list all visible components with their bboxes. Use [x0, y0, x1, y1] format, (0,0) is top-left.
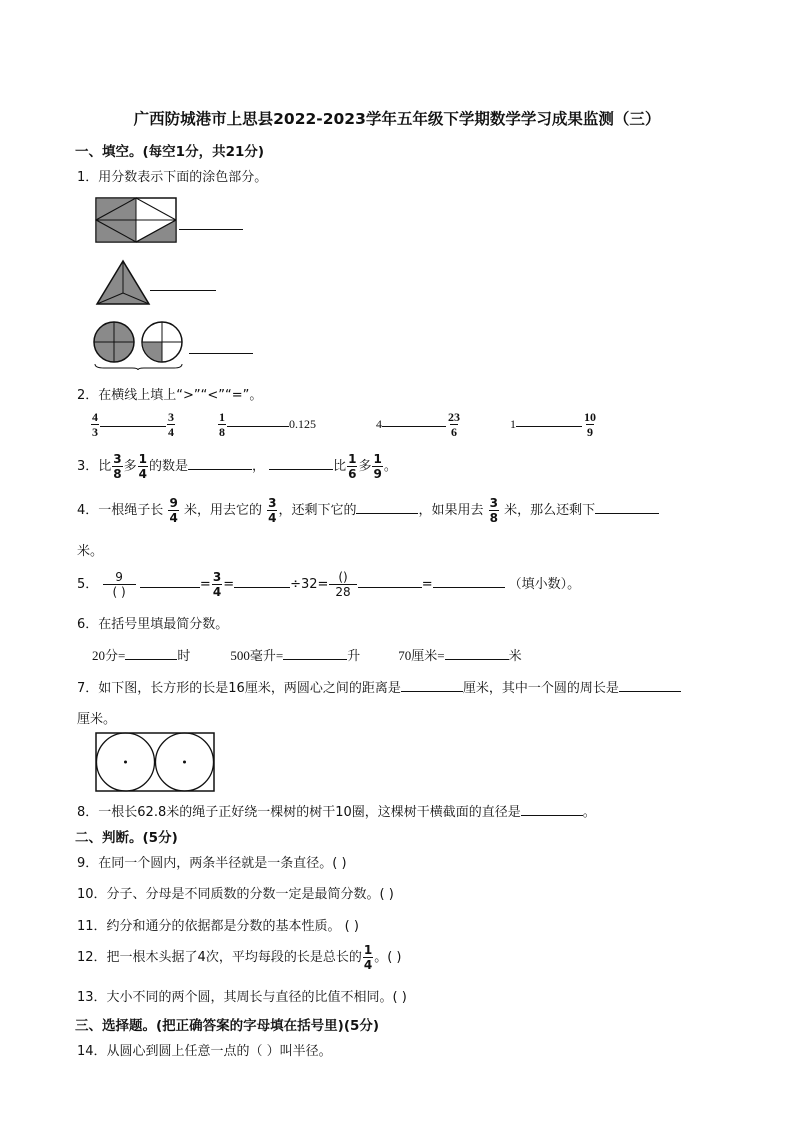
denominator: 9 [373, 467, 382, 481]
unit: 时 [177, 648, 191, 663]
question-9 [77, 852, 347, 871]
shaded-rectangle-figure [95, 197, 177, 243]
denominator: ( ) [103, 584, 136, 599]
question-text: 从圆心到圆上任意一点的（ ）叫半径。 [106, 1044, 332, 1059]
question-number: 12． [77, 950, 107, 965]
question-11 [77, 915, 359, 934]
equals-sign: = [223, 577, 235, 592]
denominator: 4 [168, 425, 174, 439]
numerator: 1 [138, 452, 148, 466]
question-number: 3． [77, 459, 99, 474]
question-number: 1． [77, 170, 99, 185]
text: 多 [123, 459, 137, 474]
numerator: 9 [169, 496, 178, 510]
answer-blank[interactable] [401, 690, 463, 692]
shaded-circles-figure [92, 320, 188, 370]
answer-blank[interactable] [521, 814, 583, 816]
text: 把一根木头据了4次，平均每段的长是总长的 [106, 950, 362, 965]
question-number: 7． [77, 681, 99, 696]
denominator: 4 [212, 585, 222, 599]
numerator: 1 [348, 452, 357, 466]
question-12 [77, 943, 401, 972]
compare-item-1 [90, 410, 176, 439]
denominator: 4 [363, 958, 373, 972]
text: 。 [383, 459, 397, 474]
numerator: 3 [168, 410, 174, 424]
answer-blank[interactable] [516, 425, 582, 427]
numerator: 10 [584, 410, 596, 424]
denominator: 6 [451, 425, 457, 439]
numerator: 3 [212, 570, 222, 584]
denominator: 4 [169, 511, 178, 525]
text: 比 [98, 459, 112, 474]
numerator: 9 [115, 570, 123, 584]
question-text: 在横线上填上“>”“<”“=”。 [98, 388, 263, 403]
answer-blank[interactable] [179, 228, 243, 230]
numerator: 3 [268, 496, 277, 510]
answer-blank[interactable] [358, 586, 422, 588]
question-2 [77, 384, 262, 403]
text: 500毫升= [230, 648, 284, 663]
numerator: 1 [219, 410, 225, 424]
question-4 [77, 496, 659, 525]
question-3 [77, 452, 397, 481]
denominator: 6 [348, 467, 357, 481]
numerator: 1 [373, 452, 382, 466]
numerator: 23 [448, 410, 460, 424]
question-text: 用分数表示下面的涂色部分。 [98, 170, 268, 185]
denominator: 4 [138, 467, 148, 481]
denominator: 3 [92, 425, 98, 439]
answer-blank[interactable] [356, 512, 418, 514]
equals-sign: = [421, 577, 433, 592]
denominator: 28 [329, 584, 356, 599]
answer-blank[interactable] [445, 658, 509, 660]
answer-blank[interactable] [433, 586, 505, 588]
equals-sign: = [199, 577, 211, 592]
numerator: 3 [113, 452, 122, 466]
question-7-continued: 厘米。 [77, 712, 117, 727]
answer-blank[interactable] [619, 690, 681, 692]
text: 。 [582, 805, 596, 820]
unit: 升 [347, 648, 361, 663]
division-text: ÷32= [290, 577, 329, 592]
answer-blank[interactable] [595, 512, 659, 514]
answer-blank[interactable] [140, 586, 200, 588]
question-number: 6． [77, 617, 99, 632]
question-number: 4． [77, 503, 99, 518]
text: 一根长62.8米的绳子正好绕一棵树的树干10圈，这棵树干横截面的直径是 [98, 805, 521, 820]
question-14 [77, 1040, 332, 1059]
denominator: 4 [268, 511, 277, 525]
question-10 [77, 883, 394, 902]
numerator: () [338, 570, 348, 584]
question-13 [77, 986, 407, 1005]
numerator: 4 [92, 410, 98, 424]
question-1 [77, 166, 267, 185]
text: 米，那么还剩下 [504, 503, 596, 518]
compare-value: 4 [376, 417, 382, 431]
answer-blank[interactable] [234, 586, 290, 588]
answer-blank[interactable] [283, 658, 347, 660]
question-6 [77, 613, 228, 632]
shaded-triangle-figure [96, 260, 150, 306]
question-text: 在括号里填最简分数。 [98, 617, 229, 632]
denominator: 9 [587, 425, 593, 439]
unit: 米 [508, 648, 522, 663]
compare-item-3 [376, 410, 462, 439]
answer-blank[interactable] [382, 425, 446, 427]
question-number: 8． [77, 805, 99, 820]
text: （填小数）。 [508, 577, 581, 592]
compare-value: 0.125 [289, 417, 316, 431]
question-8 [77, 801, 596, 820]
answer-blank[interactable] [227, 425, 289, 427]
rectangle-two-circles-figure [95, 732, 215, 792]
question-number: 2． [77, 388, 99, 403]
question-6-items [92, 645, 522, 664]
text: 厘米，其中一个圆的周长是 [462, 681, 619, 696]
denominator: 8 [489, 511, 498, 525]
question-number: 11． [77, 919, 107, 934]
denominator: 8 [113, 467, 122, 481]
text: 。( ) [374, 950, 402, 965]
text: ，如果用去 [418, 503, 484, 518]
compare-item-2 [217, 410, 316, 439]
text: 多 [358, 459, 372, 474]
text: 米，用去它的 [183, 503, 262, 518]
answer-blank[interactable] [189, 352, 253, 354]
numerator: 3 [489, 496, 498, 510]
denominator: 8 [219, 425, 225, 439]
text: ，还剩下它的 [278, 503, 357, 518]
question-number: 14． [77, 1044, 107, 1059]
text: 比 [333, 459, 347, 474]
question-5 [77, 570, 580, 599]
section-2-heading: 二、判断。(5分) [75, 830, 178, 846]
section-1-heading: 一、填空。(每空1分，共21分) [75, 144, 265, 160]
page-title: 广西防城港市上思县2022-2023学年五年级下学期数学学习成果监测（三） [133, 110, 661, 128]
answer-blank[interactable] [125, 658, 177, 660]
answer-blank[interactable] [269, 468, 333, 470]
compare-value: 1 [510, 417, 516, 431]
question-number: 9． [77, 856, 99, 871]
question-text: 分子、分母是不同质数的分数一定是最简分数。( ) [106, 887, 394, 902]
numerator: 1 [363, 943, 373, 957]
text: 一根绳子长 [98, 503, 164, 518]
answer-blank[interactable] [150, 289, 216, 291]
text: ， [252, 459, 266, 474]
section-3-heading: 三、选择题。(把正确答案的字母填在括号里)(5分) [75, 1018, 380, 1034]
text: 20分= [92, 648, 126, 663]
question-number: 5． [77, 577, 99, 592]
answer-blank[interactable] [100, 425, 166, 427]
question-text: 约分和通分的依据都是分数的基本性质。 ( ) [106, 919, 359, 934]
question-number: 13． [77, 990, 107, 1005]
question-text: 在同一个圆内，两条半径就是一条直径。( ) [98, 856, 347, 871]
compare-item-4 [510, 410, 598, 439]
question-4-continued: 米。 [77, 544, 104, 559]
question-7 [77, 677, 681, 696]
text: 的数是 [149, 459, 189, 474]
text: 如下图，长方形的长是16厘米，两圆心之间的距离是 [98, 681, 401, 696]
question-number: 10． [77, 887, 107, 902]
text: 70厘米= [398, 648, 445, 663]
answer-blank[interactable] [188, 468, 252, 470]
question-text: 大小不同的两个圆，其周长与直径的比值不相同。( ) [106, 990, 407, 1005]
